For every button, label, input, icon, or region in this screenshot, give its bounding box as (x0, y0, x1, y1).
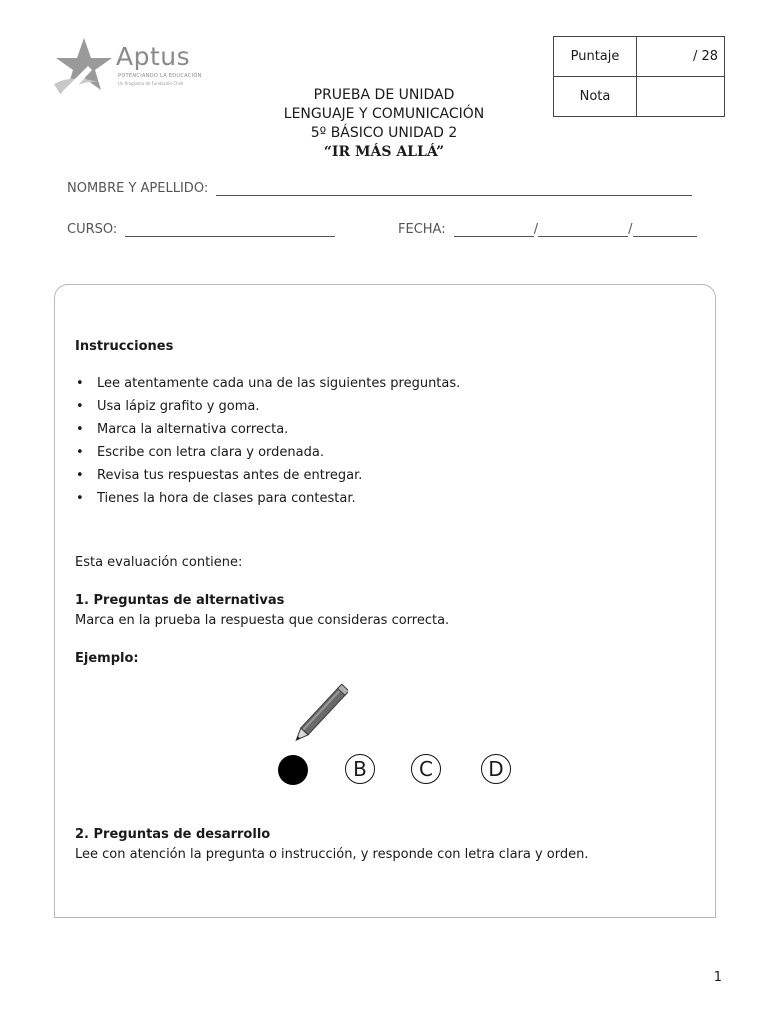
pencil-icon (284, 684, 348, 754)
section1-heading: 1. Preguntas de alternativas (75, 593, 285, 608)
section2-heading: 2. Preguntas de desarrollo (75, 827, 271, 842)
example-label: Ejemplo: (75, 651, 139, 666)
title-line-2: LENGUAJE Y COMUNICACIÓN (283, 106, 485, 122)
option-b-bubble[interactable]: B (345, 754, 375, 784)
grade-value[interactable] (637, 77, 725, 117)
name-label: NOMBRE Y APELLIDO: (67, 181, 209, 196)
name-field (67, 181, 692, 196)
instruction-item: • Marca la alternativa correcta. (75, 422, 460, 445)
date-field: FECHA: / / (398, 222, 697, 237)
filled-answer-bubble[interactable] (278, 755, 308, 785)
instruction-item: • Tienes la hora de clases para contestar. (75, 491, 460, 514)
instruction-item: • Usa lápiz grafito y goma. (75, 399, 460, 422)
date-year-line[interactable] (633, 223, 697, 237)
option-c-bubble[interactable]: C (411, 754, 441, 784)
date-day-line[interactable] (454, 223, 534, 237)
grade-label: Nota (554, 77, 637, 117)
title-line-1: PRUEBA DE UNIDAD (313, 87, 455, 103)
course-field (67, 222, 335, 237)
test-title (184, 86, 584, 162)
instruction-item: • Revisa tus respuestas antes de entregar. (75, 468, 460, 491)
logo-name: Aptus (116, 42, 191, 71)
title-line-4: “IR MÁS ALLÁ” (323, 144, 445, 160)
page-number: 1 (713, 970, 722, 985)
title-line-3: 5º BÁSICO UNIDAD 2 (310, 125, 458, 141)
option-d-bubble[interactable]: D (481, 754, 511, 784)
instruction-item: • Escribe con letra clara y ordenada. (75, 445, 460, 468)
score-label: Puntaje (554, 37, 637, 77)
score-value[interactable]: / 28 (637, 37, 725, 77)
date-label: FECHA: (398, 222, 446, 237)
course-label: CURSO: (67, 222, 118, 237)
star-icon (52, 36, 116, 98)
date-month-line[interactable] (538, 223, 628, 237)
instructions-heading: Instrucciones (75, 339, 174, 354)
logo-tagline: POTENCIANDO LA EDUCACIÓN (118, 73, 202, 79)
evaluation-intro: Esta evaluación contiene: (75, 555, 243, 570)
logo-subline: Un Programa de Fundación Chile (118, 81, 184, 86)
section2-text: Lee con atención la pregunta o instrucción, y responde con letra clara y orden. (75, 847, 589, 862)
section1-text: Marca en la prueba la respuesta que consideras correcta. (75, 613, 450, 628)
aptus-logo (52, 36, 202, 100)
instructions-list (75, 376, 460, 514)
instruction-item: • Lee atentamente cada una de las siguientes preguntas. (75, 376, 460, 399)
name-input-line[interactable] (216, 182, 692, 196)
course-input-line[interactable] (125, 223, 335, 237)
